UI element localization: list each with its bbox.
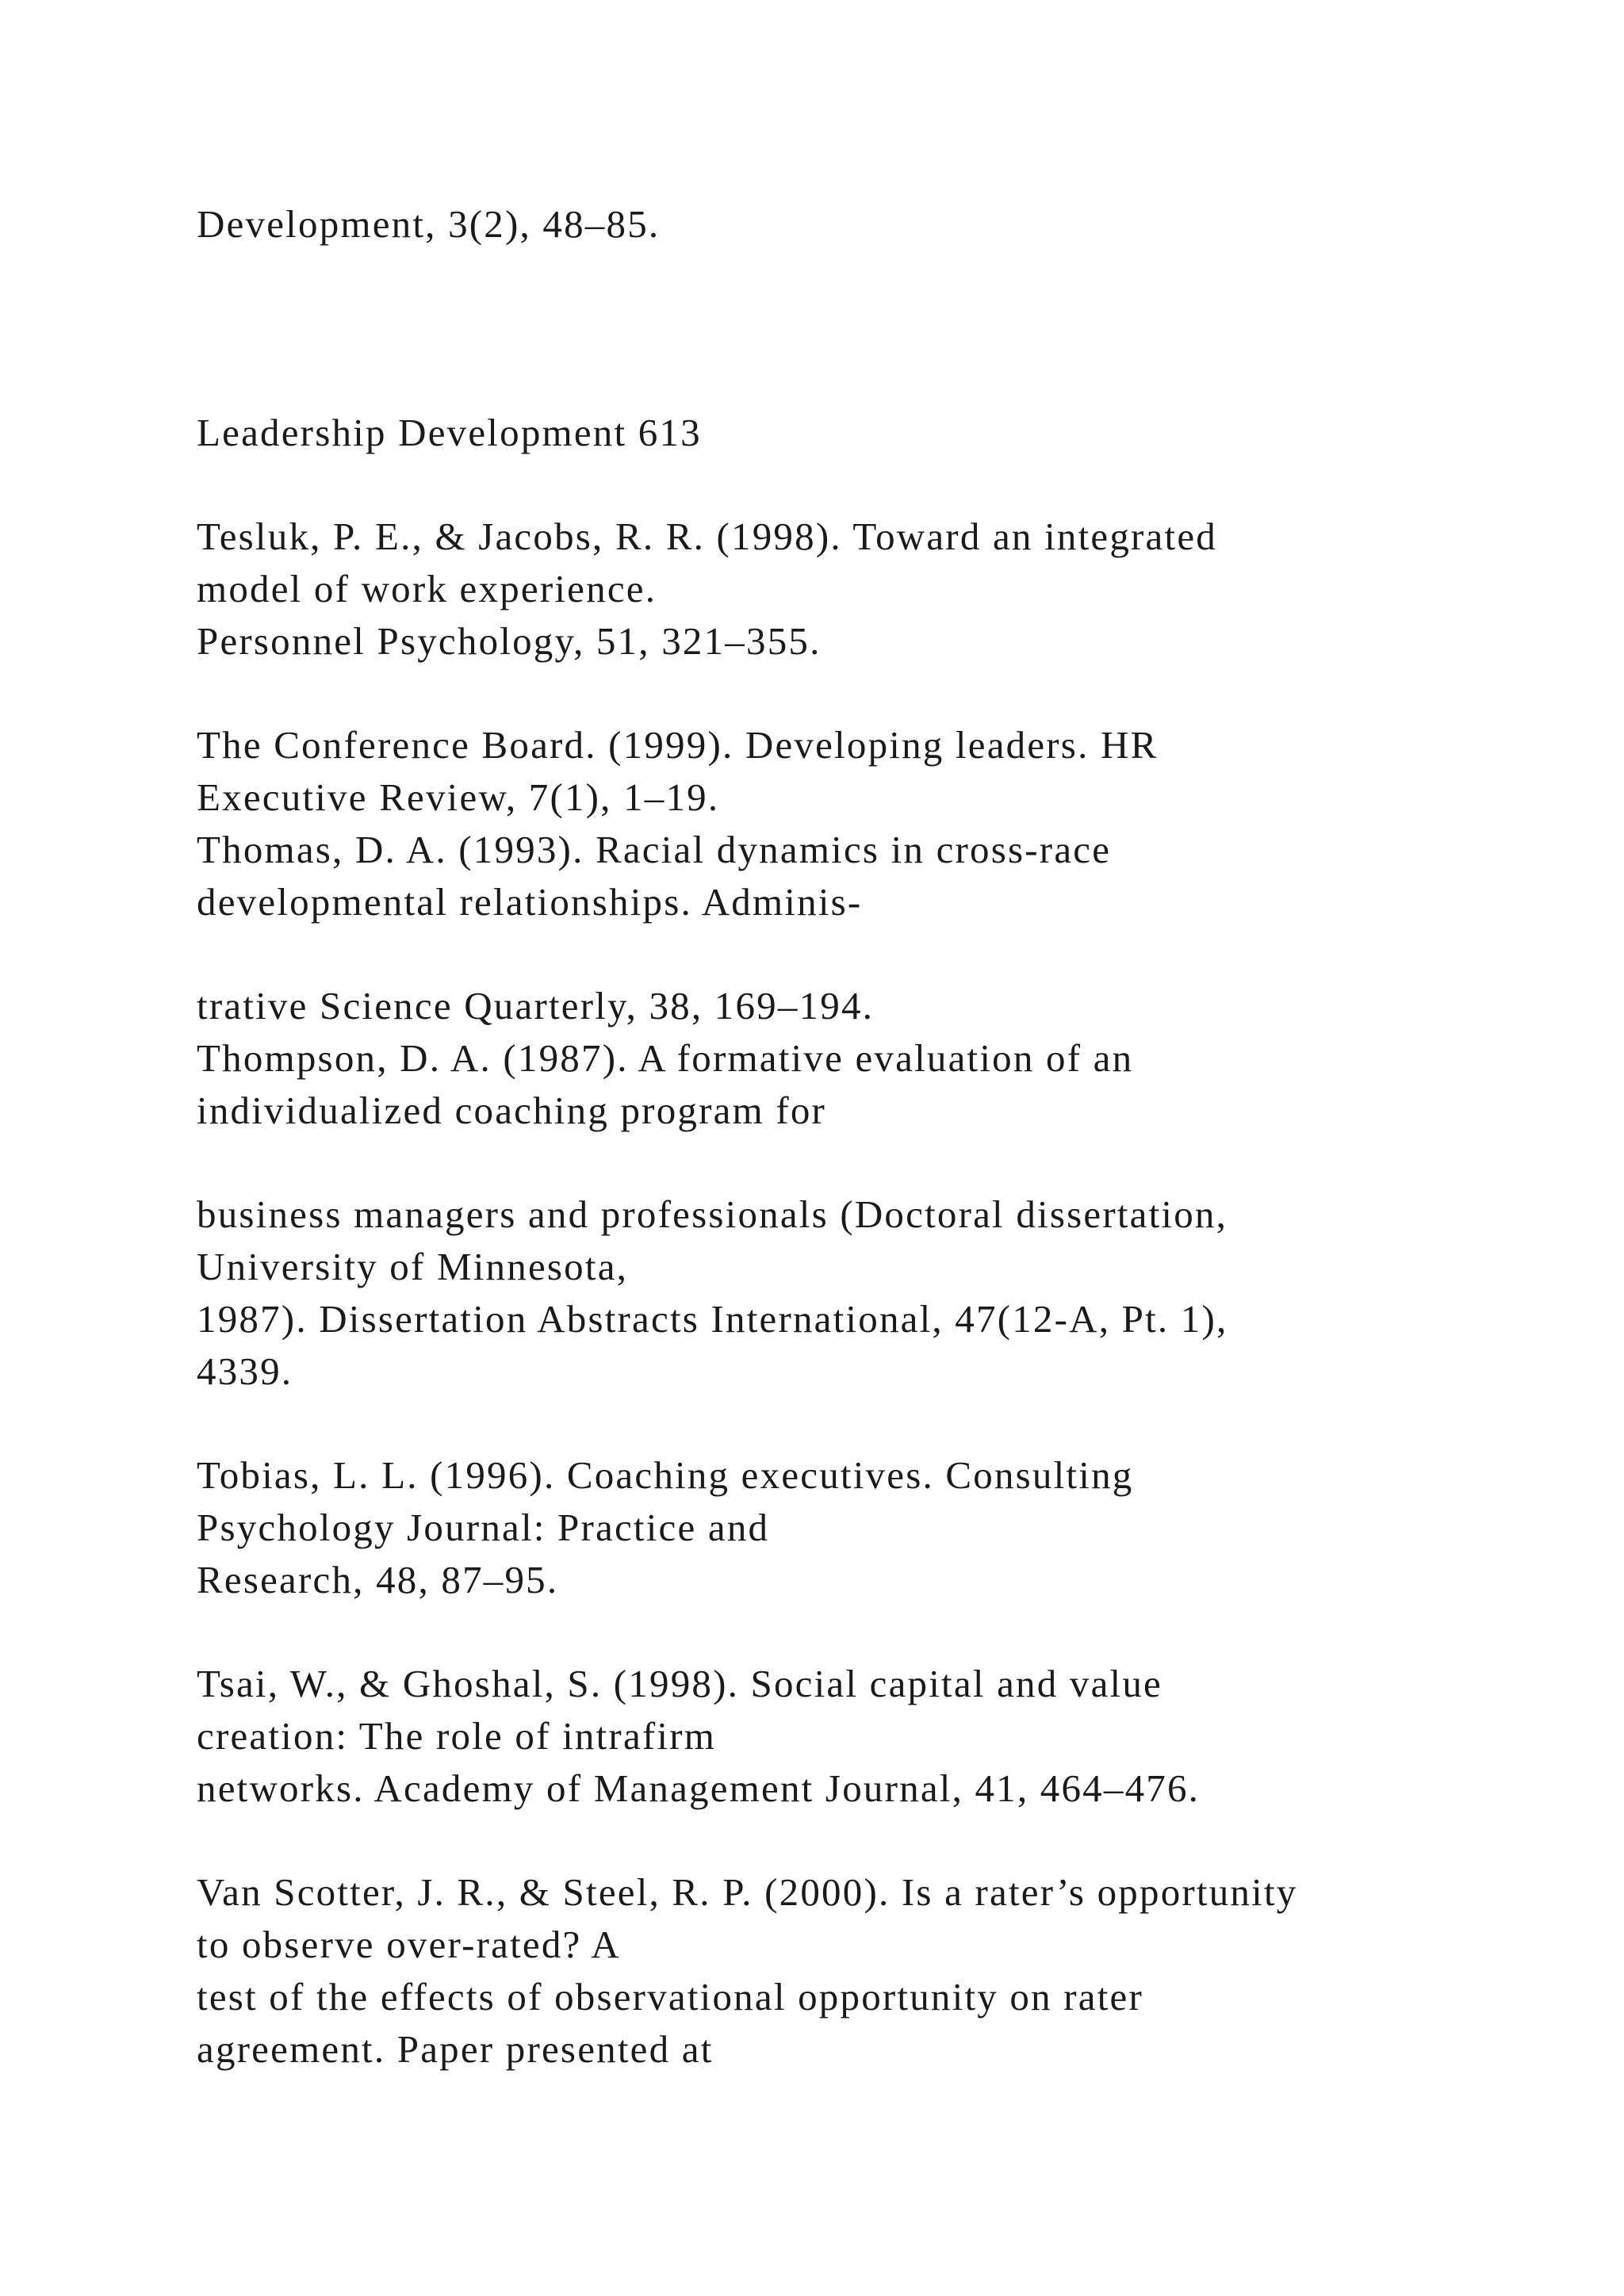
text-line: Tsai, W., & Ghoshal, S. (1998). Social capital and value: [197, 1662, 1162, 1705]
running-header: Leadership Development 613: [197, 411, 702, 454]
text-line: developmental relationships. Adminis-: [197, 880, 863, 924]
text-line: Psychology Journal: Practice and: [197, 1506, 770, 1549]
text-line: Thomas, D. A. (1993). Racial dynamics in cross-race: [197, 828, 1112, 871]
text-line: Personnel Psychology, 51, 321–355.: [197, 619, 822, 663]
text-line: 4339.: [197, 1349, 293, 1393]
text-line: model of work experience.: [197, 567, 657, 610]
text-line: to observe over-rated? A: [197, 1923, 621, 1966]
text-line: Development, 3(2), 48–85.: [197, 202, 661, 246]
text-line: creation: The role of intrafirm: [197, 1714, 717, 1758]
text-line: University of Minnesota,: [197, 1245, 629, 1288]
text-line: trative Science Quarterly, 38, 169–194.: [197, 984, 875, 1027]
text-line: agreement. Paper presented at: [197, 2027, 714, 2071]
text-line: Tesluk, P. E., & Jacobs, R. R. (1998). Toward an integrated: [197, 515, 1217, 558]
text-line: Executive Review, 7(1), 1–19.: [197, 775, 720, 819]
text-line: 1987). Dissertation Abstracts International, 47(12-A, Pt. 1),: [197, 1297, 1228, 1341]
text-line: Thompson, D. A. (1987). A formative evaluation of an: [197, 1036, 1134, 1080]
text-line: Research, 48, 87–95.: [197, 1558, 559, 1601]
text-line: Van Scotter, J. R., & Steel, R. P. (2000). Is a rater’s opportunity: [197, 1870, 1298, 1914]
text-line: individualized coaching program for: [197, 1089, 827, 1132]
text-line: The Conference Board. (1999). Developing leaders. HR: [197, 723, 1159, 767]
text-line: Tobias, L. L. (1996). Coaching executives. Consulting: [197, 1453, 1134, 1497]
text-line: networks. Academy of Management Journal, 41, 464–476.: [197, 1766, 1201, 1810]
text-line: business managers and professionals (Doctoral dissertation,: [197, 1192, 1228, 1236]
text-line: test of the effects of observational opportunity on rater: [197, 1975, 1143, 2019]
